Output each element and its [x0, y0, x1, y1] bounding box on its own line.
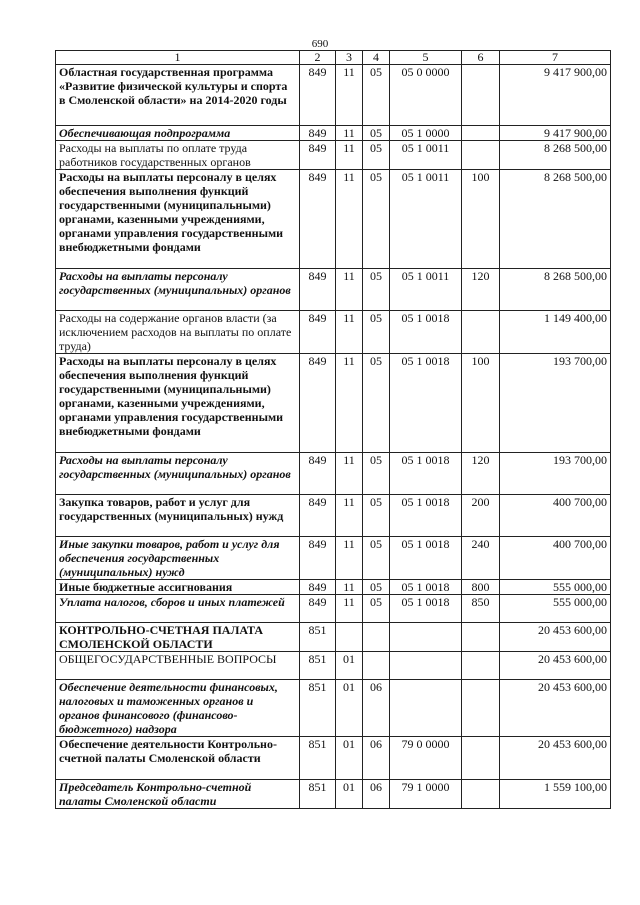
- table-row: [56, 126, 611, 141]
- row-code-6-cell: [462, 652, 500, 680]
- row-code-4-cell: 05: [363, 126, 390, 141]
- row-code-6-cell: [462, 311, 500, 354]
- row-code-5-cell: [390, 623, 462, 652]
- row-sum-cell: 193 700,00: [500, 453, 611, 495]
- header-col-4: 4: [363, 51, 390, 65]
- row-code-4-cell: 05: [363, 453, 390, 495]
- row-code-6-cell: 100: [462, 354, 500, 453]
- row-name-cell: Иные бюджетные ассигнования: [56, 580, 300, 595]
- row-code-6-cell: 200: [462, 495, 500, 537]
- row-code-5-cell: 05 1 0011: [390, 269, 462, 311]
- row-code-6-cell: 100: [462, 170, 500, 269]
- row-code-4-cell: 05: [363, 269, 390, 311]
- row-code-2-cell: 851: [300, 623, 336, 652]
- row-sum-cell: 555 000,00: [500, 595, 611, 623]
- row-code-4-cell: 05: [363, 354, 390, 453]
- row-code-5-cell: 05 1 0018: [390, 595, 462, 623]
- table-row: [56, 680, 611, 737]
- row-code-2-cell: 849: [300, 595, 336, 623]
- row-code-5-cell: 05 1 0018: [390, 495, 462, 537]
- row-code-3-cell: 01: [336, 680, 363, 737]
- row-code-2-cell: 849: [300, 269, 336, 311]
- table-row: [56, 65, 611, 126]
- row-code-2-cell: 849: [300, 141, 336, 170]
- table-row: [56, 453, 611, 495]
- row-code-6-cell: 240: [462, 537, 500, 580]
- row-code-5-cell: 05 1 0018: [390, 453, 462, 495]
- table-row: [56, 623, 611, 652]
- row-sum-cell: 9 417 900,00: [500, 126, 611, 141]
- row-sum-cell: 193 700,00: [500, 354, 611, 453]
- row-sum-cell: 8 268 500,00: [500, 170, 611, 269]
- row-name-cell: Расходы на выплаты персоналу государственных (муниципальных) органов: [56, 269, 300, 311]
- row-code-4-cell: 06: [363, 780, 390, 809]
- row-sum-cell: 20 453 600,00: [500, 737, 611, 780]
- row-code-6-cell: 120: [462, 453, 500, 495]
- table-row: [56, 141, 611, 170]
- row-code-2-cell: 849: [300, 495, 336, 537]
- header-col-1: 1: [56, 51, 300, 65]
- row-code-4-cell: 05: [363, 141, 390, 170]
- row-name-cell: Расходы на выплаты персоналу в целях обеспечения выполнения функций государственными (муниципальными) органами, казенными учреждениями, органами управления государственными внебюджетными фондами: [56, 170, 300, 269]
- row-code-5-cell: 05 1 0018: [390, 537, 462, 580]
- row-code-3-cell: 01: [336, 780, 363, 809]
- row-code-2-cell: 849: [300, 126, 336, 141]
- table-row: [56, 495, 611, 537]
- row-code-6-cell: 850: [462, 595, 500, 623]
- row-sum-cell: 9 417 900,00: [500, 65, 611, 126]
- row-sum-cell: 8 268 500,00: [500, 141, 611, 170]
- row-name-cell: Областная государственная программа «Развитие физической культуры и спорта в Смоленской области» на 2014-2020 годы: [56, 65, 300, 126]
- row-code-3-cell: 11: [336, 311, 363, 354]
- header-row: [56, 51, 611, 65]
- row-name-cell: Председатель Контрольно-счетной палаты Смоленской области: [56, 780, 300, 809]
- row-code-4-cell: 05: [363, 537, 390, 580]
- row-code-4-cell: 05: [363, 65, 390, 126]
- table-row: [56, 780, 611, 809]
- row-name-cell: Расходы на выплаты персоналу государственных (муниципальных) органов: [56, 453, 300, 495]
- row-name-cell: КОНТРОЛЬНО-СЧЕТНАЯ ПАЛАТА СМОЛЕНСКОЙ ОБЛАСТИ: [56, 623, 300, 652]
- row-name-cell: ОБЩЕГОСУДАРСТВЕННЫЕ ВОПРОСЫ: [56, 652, 300, 680]
- row-code-5-cell: 05 1 0018: [390, 580, 462, 595]
- row-code-5-cell: 05 1 0011: [390, 141, 462, 170]
- row-code-4-cell: 06: [363, 737, 390, 780]
- row-code-6-cell: 120: [462, 269, 500, 311]
- row-code-4-cell: 06: [363, 680, 390, 737]
- row-sum-cell: 400 700,00: [500, 537, 611, 580]
- row-code-2-cell: 849: [300, 354, 336, 453]
- row-code-6-cell: [462, 126, 500, 141]
- row-sum-cell: 555 000,00: [500, 580, 611, 595]
- row-code-6-cell: 800: [462, 580, 500, 595]
- row-code-5-cell: 05 1 0011: [390, 170, 462, 269]
- row-code-3-cell: 11: [336, 453, 363, 495]
- row-code-2-cell: 849: [300, 580, 336, 595]
- header-col-2: 2: [300, 51, 336, 65]
- row-code-4-cell: 05: [363, 495, 390, 537]
- row-code-2-cell: 849: [300, 170, 336, 269]
- row-code-5-cell: 79 0 0000: [390, 737, 462, 780]
- table-row: [56, 269, 611, 311]
- row-code-4-cell: 05: [363, 595, 390, 623]
- table-row: [56, 737, 611, 780]
- row-code-2-cell: 849: [300, 65, 336, 126]
- table-body: [56, 65, 611, 809]
- row-code-2-cell: 849: [300, 453, 336, 495]
- row-code-2-cell: 851: [300, 652, 336, 680]
- table-row: [56, 170, 611, 269]
- row-code-5-cell: 05 1 0018: [390, 311, 462, 354]
- row-code-6-cell: [462, 141, 500, 170]
- row-name-cell: Уплата налогов, сборов и иных платежей: [56, 595, 300, 623]
- row-code-4-cell: 05: [363, 580, 390, 595]
- row-code-6-cell: [462, 737, 500, 780]
- row-name-cell: Расходы на содержание органов власти (за исключением расходов на выплаты по оплате труда): [56, 311, 300, 354]
- row-code-4-cell: 05: [363, 170, 390, 269]
- row-code-2-cell: 851: [300, 780, 336, 809]
- row-sum-cell: 8 268 500,00: [500, 269, 611, 311]
- table-row: [56, 652, 611, 680]
- table-row: [56, 311, 611, 354]
- row-name-cell: Иные закупки товаров, работ и услуг для обеспечения государственных (муниципальных) нужд: [56, 537, 300, 580]
- row-code-3-cell: 11: [336, 126, 363, 141]
- row-code-2-cell: 851: [300, 680, 336, 737]
- row-code-3-cell: 01: [336, 652, 363, 680]
- table-row: [56, 580, 611, 595]
- budget-table: [55, 50, 611, 809]
- row-name-cell: Обеспечивающая подпрограмма: [56, 126, 300, 141]
- row-code-4-cell: [363, 652, 390, 680]
- row-name-cell: Обеспечение деятельности Контрольно-счетной палаты Смоленской области: [56, 737, 300, 780]
- row-sum-cell: 400 700,00: [500, 495, 611, 537]
- row-code-3-cell: 11: [336, 595, 363, 623]
- row-code-3-cell: 01: [336, 737, 363, 780]
- table-row: [56, 354, 611, 453]
- header-col-3: 3: [336, 51, 363, 65]
- row-code-5-cell: 05 1 0000: [390, 126, 462, 141]
- row-code-5-cell: [390, 680, 462, 737]
- row-code-6-cell: [462, 780, 500, 809]
- table-row: [56, 595, 611, 623]
- header-col-7: 7: [500, 51, 611, 65]
- row-name-cell: Расходы на выплаты по оплате труда работников государственных органов: [56, 141, 300, 170]
- row-code-2-cell: 851: [300, 737, 336, 780]
- header-col-6: 6: [462, 51, 500, 65]
- row-code-3-cell: 11: [336, 580, 363, 595]
- row-sum-cell: 1 149 400,00: [500, 311, 611, 354]
- row-code-6-cell: [462, 680, 500, 737]
- row-code-3-cell: 11: [336, 537, 363, 580]
- row-code-2-cell: 849: [300, 311, 336, 354]
- row-code-5-cell: 79 1 0000: [390, 780, 462, 809]
- row-sum-cell: 20 453 600,00: [500, 652, 611, 680]
- row-code-4-cell: [363, 623, 390, 652]
- table-row: [56, 537, 611, 580]
- row-code-3-cell: [336, 623, 363, 652]
- row-name-cell: Расходы на выплаты персоналу в целях обеспечения выполнения функций государственными (муниципальными) органами, казенными учреждениями, органами управления государственными внебюджетными фондами: [56, 354, 300, 453]
- row-code-6-cell: [462, 623, 500, 652]
- row-code-5-cell: [390, 652, 462, 680]
- row-code-3-cell: 11: [336, 65, 363, 126]
- header-col-5: 5: [390, 51, 462, 65]
- page-number: 690: [311, 38, 329, 50]
- row-name-cell: Закупка товаров, работ и услуг для государственных (муниципальных) нужд: [56, 495, 300, 537]
- row-code-5-cell: 05 0 0000: [390, 65, 462, 126]
- row-sum-cell: 20 453 600,00: [500, 680, 611, 737]
- row-code-3-cell: 11: [336, 495, 363, 537]
- row-sum-cell: 1 559 100,00: [500, 780, 611, 809]
- row-code-2-cell: 849: [300, 537, 336, 580]
- row-code-3-cell: 11: [336, 170, 363, 269]
- row-code-3-cell: 11: [336, 269, 363, 311]
- row-code-3-cell: 11: [336, 141, 363, 170]
- row-code-3-cell: 11: [336, 354, 363, 453]
- row-code-4-cell: 05: [363, 311, 390, 354]
- row-name-cell: Обеспечение деятельности финансовых, налоговых и таможенных органов и органов финансового (финансово-бюджетного) надзора: [56, 680, 300, 737]
- row-sum-cell: 20 453 600,00: [500, 623, 611, 652]
- row-code-5-cell: 05 1 0018: [390, 354, 462, 453]
- row-code-6-cell: [462, 65, 500, 126]
